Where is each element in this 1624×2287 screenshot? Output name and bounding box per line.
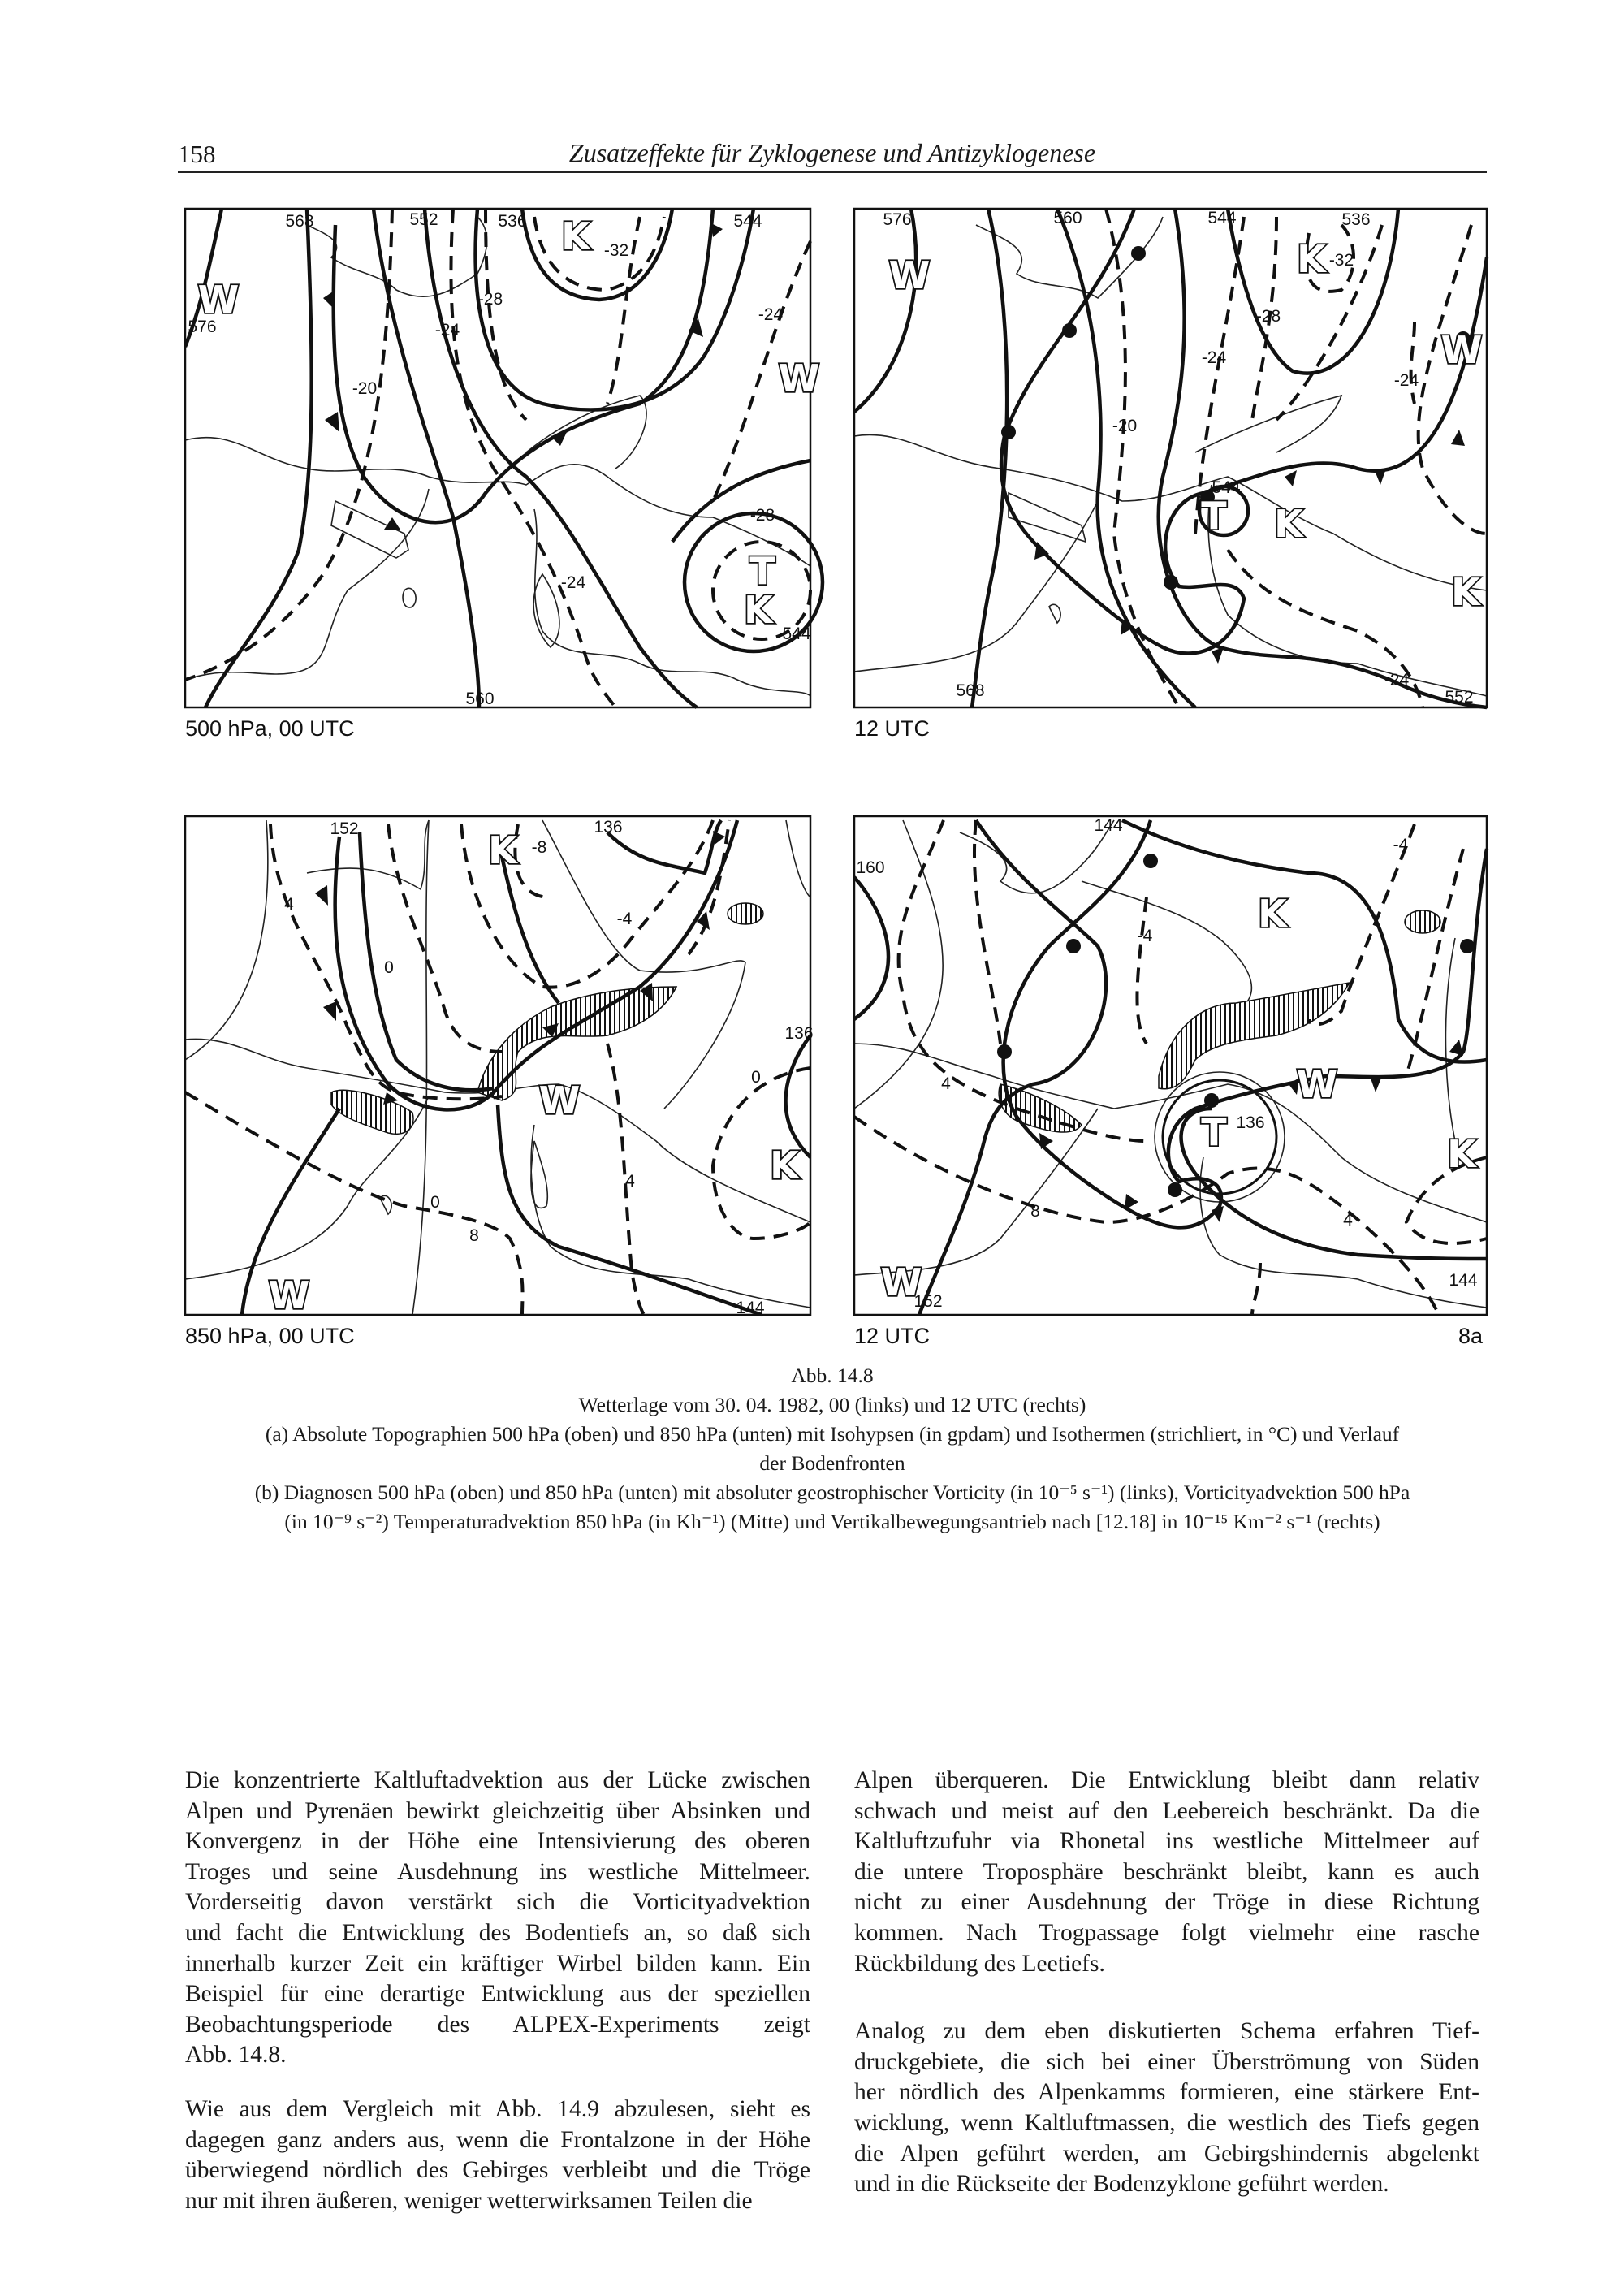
- contour-value-label: -24: [758, 305, 784, 324]
- contour-value-label: 4: [941, 1074, 951, 1093]
- cold-center-label: K: [1274, 502, 1303, 546]
- contour-value-label: -4: [1137, 927, 1153, 945]
- cold-center-label: K: [561, 214, 590, 258]
- text-line: schwach und meist auf den Leebereich beschränkt. Da die: [854, 1797, 1479, 1824]
- warm-center-label: W: [778, 357, 820, 400]
- text-line: Analog zu dem eben diskutierten Schema erfahren Tief-: [854, 2018, 1479, 2045]
- contour-value-label: -4: [616, 910, 633, 928]
- contour-value-label: -28: [1255, 307, 1281, 326]
- map-850hpa-12utc: [854, 816, 1487, 1315]
- text-line: nicht zu einer Ausdehnung der Tröge in diese Richtung: [854, 1889, 1479, 1916]
- cold-center-label: K: [1451, 570, 1480, 614]
- panel-label: 850 hPa, 00 UTC: [185, 1324, 355, 1348]
- warm-center-label: W: [538, 1079, 581, 1122]
- caption-line: (b) Diagnosen 500 hPa (oben) und 850 hPa (unten) mit absoluter geostrophischer Vorticity (in 10⁻⁵ s⁻¹) (links), Vorticityadvektion 500 hPa: [254, 1481, 1410, 1504]
- body-right-column: [854, 1766, 1479, 2224]
- weather-map: [185, 209, 820, 708]
- isotherms: [185, 209, 810, 707]
- contour-value-label: 4: [625, 1172, 635, 1191]
- contour-value-label: 0: [384, 958, 394, 977]
- text-line: dagegen ganz anders aus, wenn die Frontalzone in der Höhe: [185, 2126, 810, 2153]
- paragraph: [185, 1766, 810, 2071]
- text-line: Abb. 14.8.: [185, 2042, 287, 2069]
- contour-value-label: 544: [733, 212, 762, 231]
- contour-value-label: -28: [749, 506, 775, 525]
- weather-map: [185, 816, 814, 1317]
- warm-center-label: W: [880, 1260, 922, 1304]
- weather-map: [854, 209, 1487, 707]
- map-frame: [854, 209, 1487, 707]
- text-line: innerhalb kurzer Zeit ein kräftiger Wirbel bilden kann. Ein: [185, 1950, 810, 1977]
- contour-value-label: -32: [1328, 251, 1354, 270]
- panel-label: 12 UTC: [854, 1324, 931, 1348]
- contour-value-label: 136: [784, 1024, 814, 1043]
- contour-value-label: -24: [1393, 371, 1419, 390]
- caption-line: der Bodenfronten: [759, 1451, 905, 1475]
- coastlines: [854, 217, 1487, 696]
- contour-value-label: 536: [498, 212, 527, 231]
- contour-value-label: 4: [1343, 1211, 1353, 1230]
- panel-label: 500 hPa, 00 UTC: [185, 716, 355, 741]
- figure-part-marker: 8a: [1458, 1324, 1484, 1348]
- contour-value-label: 144: [736, 1299, 765, 1317]
- contour-value-label: 8: [469, 1226, 479, 1245]
- page-number: 158: [178, 140, 216, 168]
- text-line: Rückbildung des Leetiefs.: [854, 1950, 1105, 1977]
- contour-value-label: 552: [409, 210, 438, 229]
- text-line: kommen. Nach Trogpassage folgt vielmehr eine rasche: [854, 1919, 1479, 1946]
- text-line: Konvergenz in der Höhe eine Intensivierung des oberen: [185, 1828, 810, 1855]
- contour-value-label: -20: [1112, 417, 1138, 435]
- contour-value-label: -20: [352, 379, 378, 398]
- isotherms: [1106, 209, 1487, 707]
- paragraph: [854, 2017, 1479, 2200]
- text-line: Wie aus dem Vergleich mit Abb. 14.9 abzulesen, sieht es: [185, 2095, 810, 2122]
- contour-value-label: 576: [188, 318, 217, 336]
- contour-value-label: 136: [1236, 1113, 1265, 1132]
- map-frame: [185, 209, 810, 707]
- text-line: nur mit ihren äußeren, weniger wetterwirksamen Teilen die: [185, 2187, 753, 2214]
- panel-label: 12 UTC: [854, 716, 931, 741]
- text-line: Beispiel für eine derartige Entwicklung aus der speziellen: [185, 1981, 810, 2008]
- text-line: überwiegend nördlich des Gebirges verbleibt und die Tröge: [185, 2157, 810, 2184]
- text-line: Die konzentrierte Kaltluftadvektion aus der Lücke zwischen: [185, 1767, 810, 1793]
- contour-value-label: -4: [1393, 836, 1409, 854]
- text-line: die Alpen geführt werden, am Gebirgshindernis abgelenkt: [854, 2140, 1479, 2167]
- contour-value-label: -24: [434, 321, 460, 339]
- warm-center-label: W: [1296, 1062, 1338, 1106]
- advection-areas: [999, 910, 1440, 1132]
- contour-value-label: 144: [1094, 816, 1123, 835]
- paragraph: [185, 2095, 810, 2216]
- low-center-label: T: [1201, 1110, 1227, 1154]
- cold-center-label: K: [770, 1144, 799, 1187]
- paragraph: [854, 1766, 1479, 1979]
- caption-number: Abb. 14.8: [791, 1364, 874, 1387]
- cold-center-label: K: [1258, 892, 1287, 936]
- contour-value-label: 152: [914, 1292, 943, 1311]
- text-line: Troges und seine Ausdehnung ins westliche Mittelmeer.: [185, 1858, 810, 1885]
- cold-center-label: K: [744, 588, 773, 632]
- cold-center-label: K: [1447, 1132, 1476, 1176]
- warm-center-label: W: [268, 1273, 310, 1317]
- text-line: wicklung, wenn Kaltluftmassen, die westlich des Tiefs gegen: [854, 2109, 1479, 2136]
- contour-value-label: 160: [856, 858, 885, 877]
- cold-center-label: K: [488, 828, 517, 872]
- contour-value-label: 544: [1212, 478, 1241, 497]
- caption-line: (a) Absolute Topographien 500 hPa (oben) und 850 hPa (unten) mit Isohypsen (in gpdam) und Isothermen (strichliert, in °C) und Verlauf: [265, 1422, 1400, 1446]
- map-500hpa-12utc: [854, 209, 1487, 707]
- contour-value-label: 4: [284, 895, 294, 914]
- contour-value-label: 544: [782, 625, 811, 643]
- contour-value-label: 568: [285, 212, 314, 231]
- contour-value-label: -8: [531, 838, 547, 857]
- caption-line: Wetterlage vom 30. 04. 1982, 00 (links) und 12 UTC (rechts): [578, 1393, 1086, 1416]
- body-left-column: [185, 1766, 810, 2240]
- contour-value-label: 144: [1449, 1271, 1478, 1290]
- weather-map: [854, 816, 1487, 1315]
- contour-value-label: 0: [751, 1068, 761, 1087]
- contour-value-label: 536: [1341, 210, 1371, 229]
- contour-value-label: 576: [883, 210, 912, 229]
- low-center-label: T: [749, 549, 775, 593]
- text-line: Kaltluftzufuhr via Rhonetal ins westliche Mittelmeer auf: [854, 1828, 1479, 1855]
- text-line: her nördlich des Alpenkamms formieren, eine stärkere Ent-: [854, 2079, 1479, 2106]
- contour-value-label: -24: [1201, 348, 1227, 367]
- contour-value-label: 544: [1207, 209, 1237, 227]
- contour-value-label: 0: [430, 1193, 440, 1212]
- isohypses: [854, 209, 1487, 707]
- text-line: und in die Rückseite der Bodenzyklone geführt werden.: [854, 2171, 1389, 2198]
- caption-line: (in 10⁻⁹ s⁻²) Temperaturadvektion 850 hPa (in Kh⁻¹) (Mitte) und Vertikalbewegungsantrieb nach [12.18] in 10⁻¹⁵ Km⁻² s⁻¹ (rechts): [284, 1510, 1380, 1533]
- header-rule: [178, 171, 1487, 173]
- isohypses: [185, 209, 823, 707]
- cold-center-label: K: [1297, 237, 1326, 281]
- contour-value-label: 8: [1030, 1202, 1040, 1221]
- figure-caption: [178, 1361, 1487, 1537]
- text-line: Beobachtungsperiode des ALPEX-Experiments zeigt: [185, 2011, 810, 2038]
- surface-fronts: [323, 209, 723, 530]
- running-title: Zusatzeffekte für Zyklogenese und Antizyklogenese: [568, 138, 1096, 167]
- contour-value-label: -32: [603, 241, 629, 260]
- map-850hpa-00utc: [185, 816, 814, 1317]
- contour-value-label: -28: [477, 290, 503, 309]
- text-line: Vorderseitig davon verstärkt sich die Vorticityadvektion: [185, 1889, 810, 1916]
- contour-value-label: 560: [1053, 209, 1082, 227]
- warm-center-label: W: [197, 278, 240, 322]
- contour-value-label: 568: [956, 681, 985, 700]
- text-line: Alpen und Pyrenäen bewirkt gleichzeitig über Absinken und: [185, 1797, 810, 1824]
- map-500hpa-00utc: [185, 209, 820, 708]
- contour-value-label: 136: [594, 818, 623, 837]
- contour-value-label: 560: [465, 690, 495, 708]
- low-center-label: T: [1201, 494, 1227, 538]
- text-line: druckgebiete, die sich bei einer Überströmung von Süden: [854, 2048, 1479, 2075]
- text-line: die untere Troposphäre beschränkt bleibt, kann es auch: [854, 1858, 1479, 1885]
- warm-center-label: W: [888, 253, 931, 297]
- contour-value-label: 152: [330, 819, 359, 838]
- text-line: Alpen überqueren. Die Entwicklung bleibt dann relativ: [854, 1767, 1479, 1793]
- warm-center-label: W: [1440, 328, 1483, 372]
- text-line: und facht die Entwicklung des Bodentiefs an, so daß sich: [185, 1919, 810, 1946]
- contour-value-label: -24: [560, 573, 586, 592]
- coastlines: [185, 217, 810, 696]
- contour-value-label: 552: [1445, 688, 1474, 707]
- contour-value-label: -24: [1384, 671, 1410, 690]
